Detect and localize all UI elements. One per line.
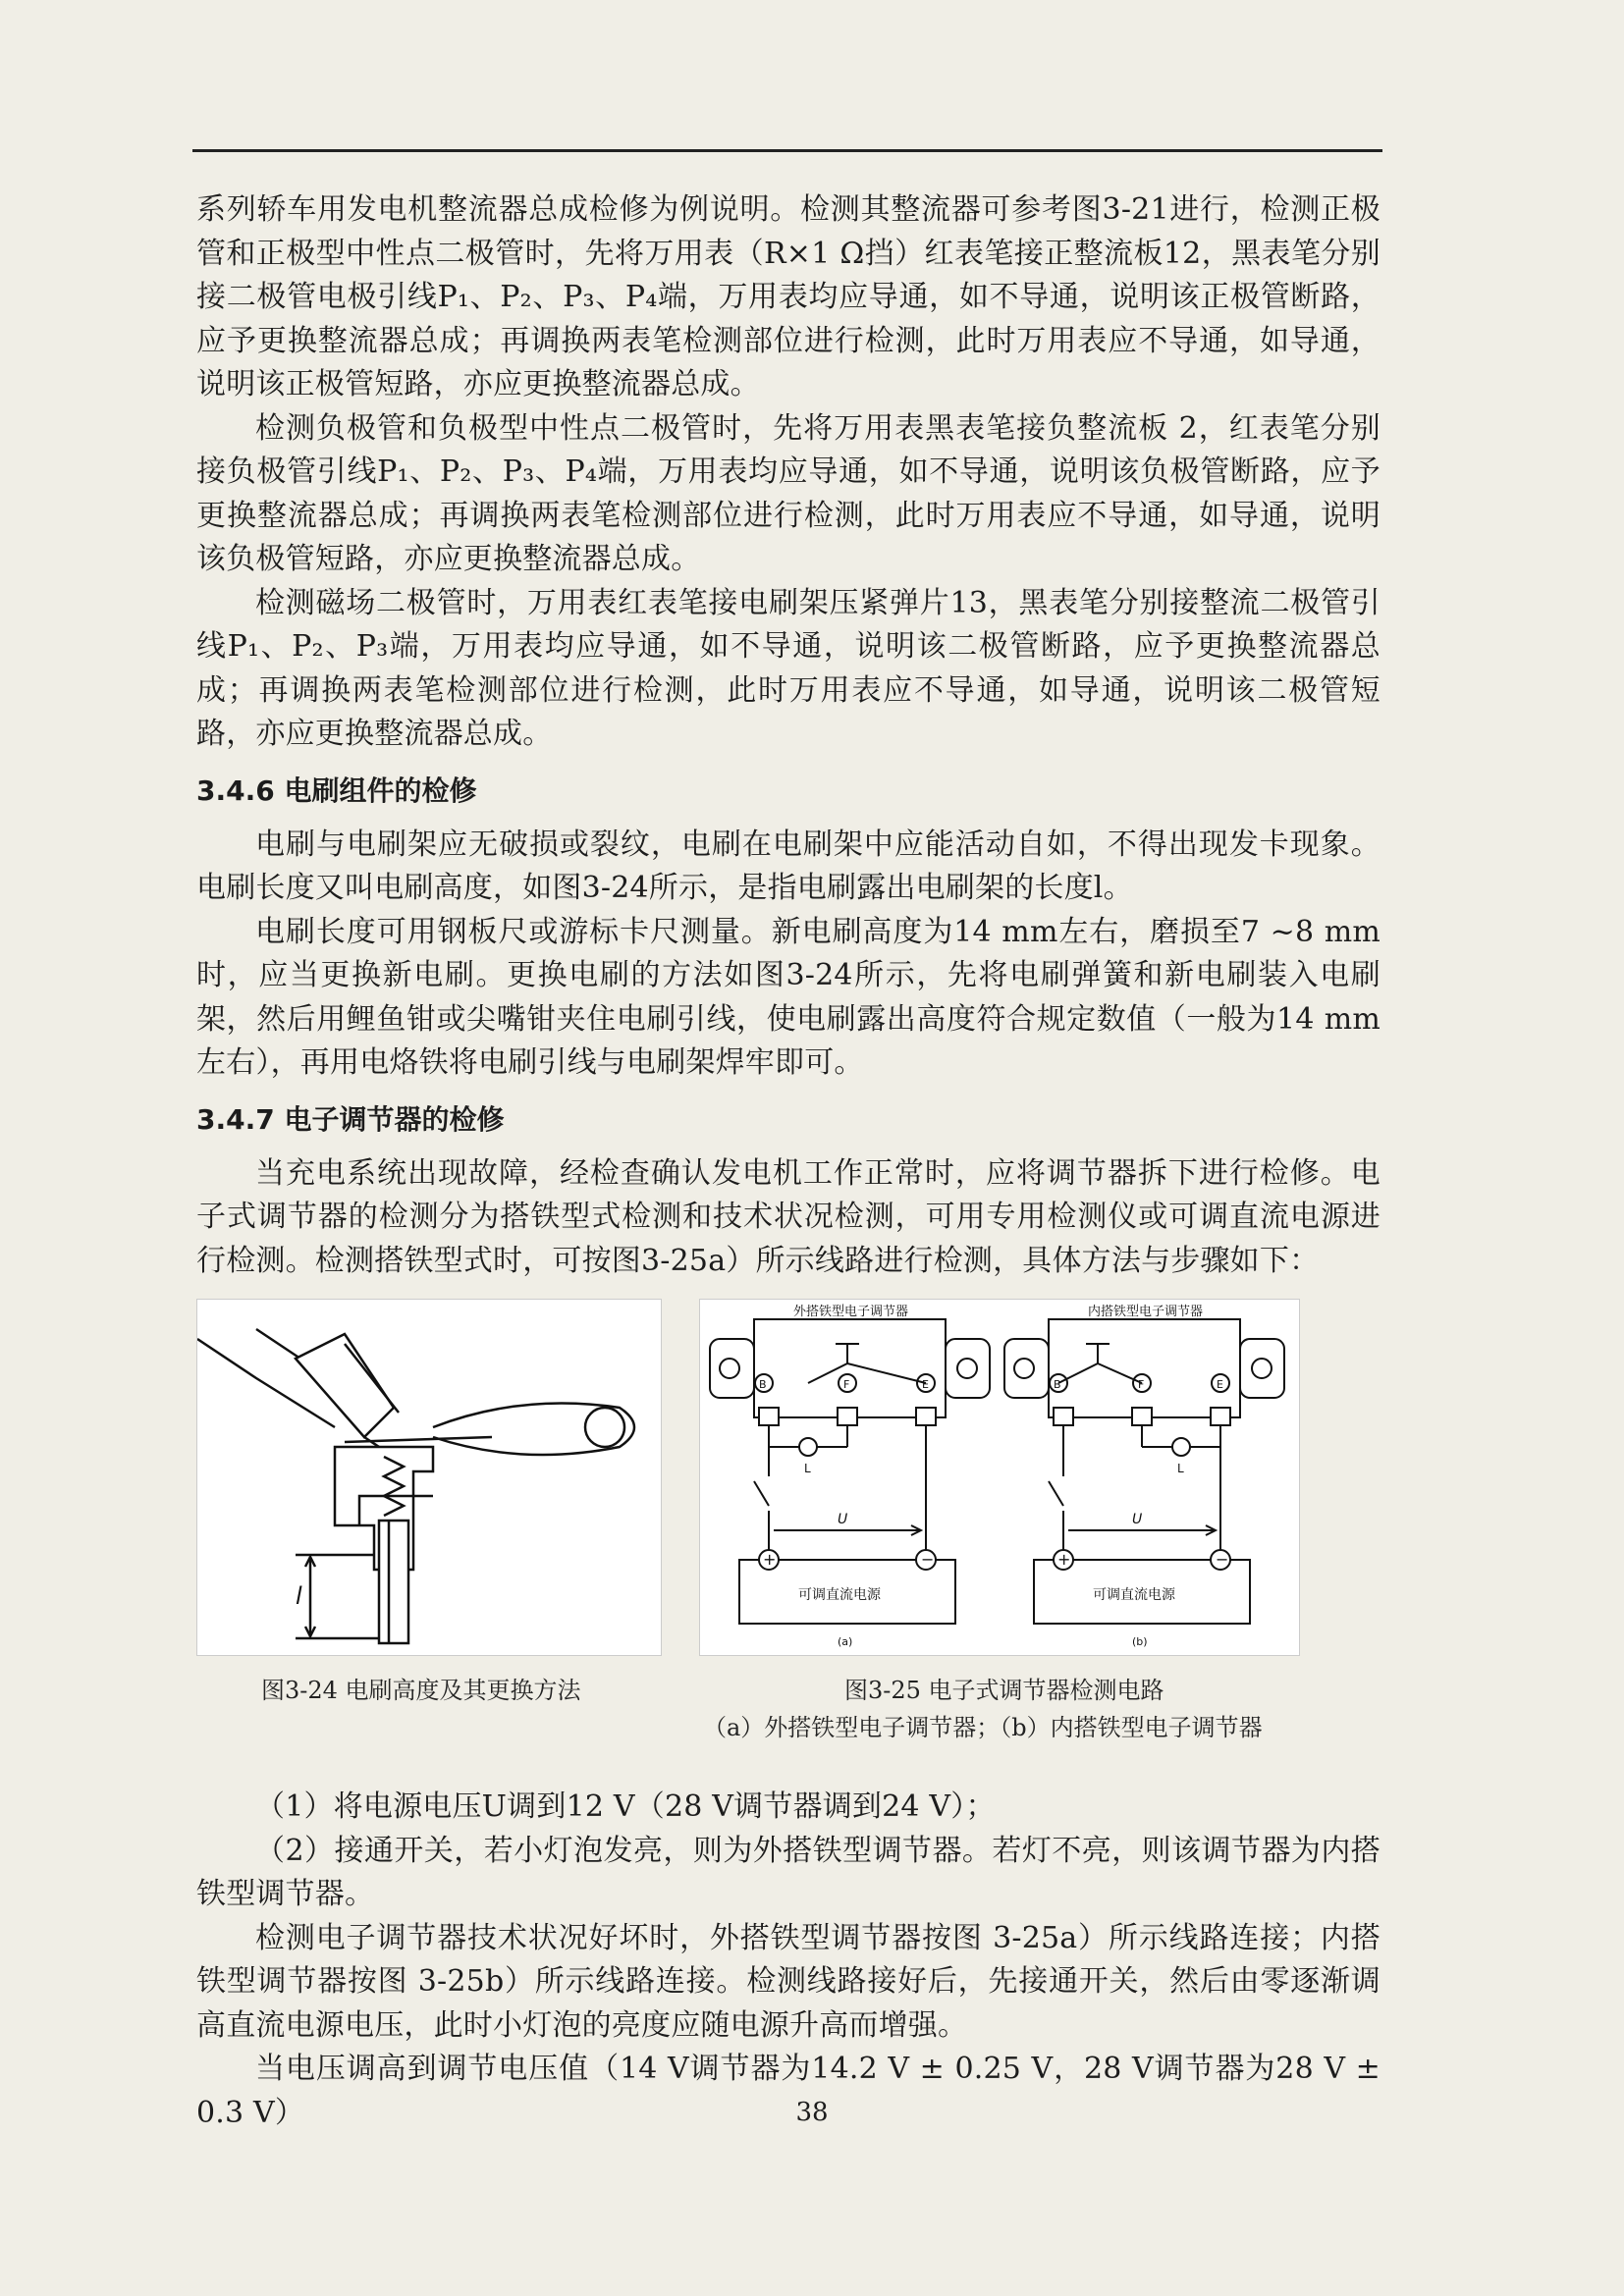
figure-3-24-caption: 图3-24 电刷高度及其更换方法 (261, 1677, 581, 1704)
plus-sign: + (763, 1550, 777, 1569)
terminal-e-label: E (922, 1378, 929, 1391)
panel-b-tag: (b) (1132, 1635, 1148, 1648)
paragraph: 当电压调高到调节电压值（14 V调节器为14.2 V ± 0.25 V，28 V调节器为28 V ± 0.3 V） (196, 2052, 1380, 2130)
paragraph: 系列轿车用发电机整流器总成检修为例说明。检测其整流器可参考图3-21进行，检测正极管和正极型中性点二极管时，先将万用表（R×1 Ω挡）红表笔接正整流板12，黑表笔分别接二极管电极引线P₁、P₂、P₃、P₄端，万用表均应导通，如不导通，说明该正极管断路，应予更换整流器总成；再调换两表笔检测部位进行检测，此时万用表应不导通，如导通，说明该正极管短路，亦应更换整流器总成。 (196, 192, 1380, 401)
terminal-b-label: B (759, 1378, 767, 1391)
panel-a-title: 外搭铁型电子调节器 (793, 1305, 909, 1319)
figure-3-25-subcaption: （a）外搭铁型电子调节器；（b）内搭铁型电子调节器 (703, 1714, 1263, 1741)
paragraph: 检测电子调节器技术状况好坏时，外搭铁型调节器按图 3-25a）所示线路连接；内搭铁型调节器按图 3-25b）所示线路连接。检测线路接好后，先接通开关，然后由零逐渐调高直流电源电压，此时小灯泡的亮度应随电源升高而增强。 (196, 1920, 1380, 2043)
figure-row (196, 1299, 1380, 1786)
figure-3-25-caption: 图3-25 电子式调节器检测电路 (844, 1677, 1164, 1704)
lamp-label: L (1177, 1462, 1184, 1475)
minus-sign: − (1216, 1550, 1229, 1569)
terminal-e-label: E (1217, 1378, 1223, 1391)
supply-label: 可调直流电源 (798, 1587, 881, 1603)
paragraph: 电刷与电刷架应无破损或裂纹，电刷在电刷架中应能活动自如，不得出现发卡现象。电刷长度又叫电刷高度，如图3-24所示，是指电刷露出电刷架的长度l。 (196, 827, 1380, 905)
terminal-f-label: F (843, 1378, 850, 1391)
paragraph: （1）将电源电压U调到12 V（28 V调节器调到24 V）； (255, 1789, 996, 1824)
brush-length-label: l (296, 1582, 302, 1610)
page-content (196, 188, 1380, 2135)
voltage-label: U (1132, 1512, 1143, 1527)
lamp-label: L (804, 1462, 811, 1475)
paragraph: 检测磁场二极管时，万用表红表笔接电刷架压紧弹片13，黑表笔分别接整流二极管引线P₁、P₂、P₃端，万用表均应导通，如不导通，说明该二极管断路，应予更换整流器总成；再调换两表笔检测部位进行检测，此时万用表应不导通，如导通，说明该二极管短路，亦应更换整流器总成。 (196, 585, 1380, 751)
section-heading-3-4-7: 3.4.7 电子调节器的检修 (196, 1102, 505, 1136)
voltage-label: U (838, 1512, 848, 1527)
paragraph: 电刷长度可用钢板尺或游标卡尺测量。新电刷高度为14 mm左右，磨损至7 ~8 mm时，应当更换新电刷。更换电刷的方法如图3-24所示，先将电刷弹簧和新电刷装入电刷架，然后用鲤鱼钳或尖嘴钳夹住电刷引线，使电刷露出高度符合规定数值（一般为14 mm左右），再用电烙铁将电刷引线与电刷架焊牢即可。 (196, 914, 1380, 1080)
paragraph: 当充电系统出现故障，经检查确认发电机工作正常时，应将调节器拆下进行检修。电子式调节器的检测分为搭铁型式检测和技术状况检测，可用专用检测仪或可调直流电源进行检测。检测搭铁型式时，可按图3-25a）所示线路进行检测，具体方法与步骤如下： (196, 1155, 1380, 1278)
figure-3-25-regulator-circuit (699, 1299, 1300, 1656)
section-heading-3-4-6: 3.4.6 电刷组件的检修 (196, 774, 477, 807)
figure-3-24-brush-diagram (196, 1299, 662, 1656)
minus-sign: − (921, 1550, 935, 1569)
regulator-circuit-illustration (700, 1300, 1299, 1655)
brush-illustration (197, 1300, 661, 1655)
page-number: 38 (795, 2098, 829, 2127)
terminal-f-label: F (1138, 1378, 1145, 1391)
paragraph: 检测负极管和负极型中性点二极管时，先将万用表黑表笔接负整流板 2，红表笔分别接负极管引线P₁、P₂、P₃、P₄端，万用表均应导通，如不导通，说明该负极管断路，应予更换整流器总成；再调换两表笔检测部位进行检测，此时万用表应不导通，如导通，说明该负极管短路，亦应更换整流器总成。 (196, 410, 1380, 576)
plus-sign: + (1057, 1550, 1071, 1569)
paragraph: （2）接通开关，若小灯泡发亮，则为外搭铁型调节器。若灯不亮，则该调节器为内搭铁型调节器。 (196, 1833, 1380, 1911)
supply-label: 可调直流电源 (1093, 1587, 1175, 1603)
header-rule (192, 149, 1382, 152)
panel-b-title: 内搭铁型电子调节器 (1088, 1305, 1204, 1319)
panel-a-tag: (a) (838, 1635, 853, 1648)
terminal-b-label: B (1054, 1378, 1061, 1391)
